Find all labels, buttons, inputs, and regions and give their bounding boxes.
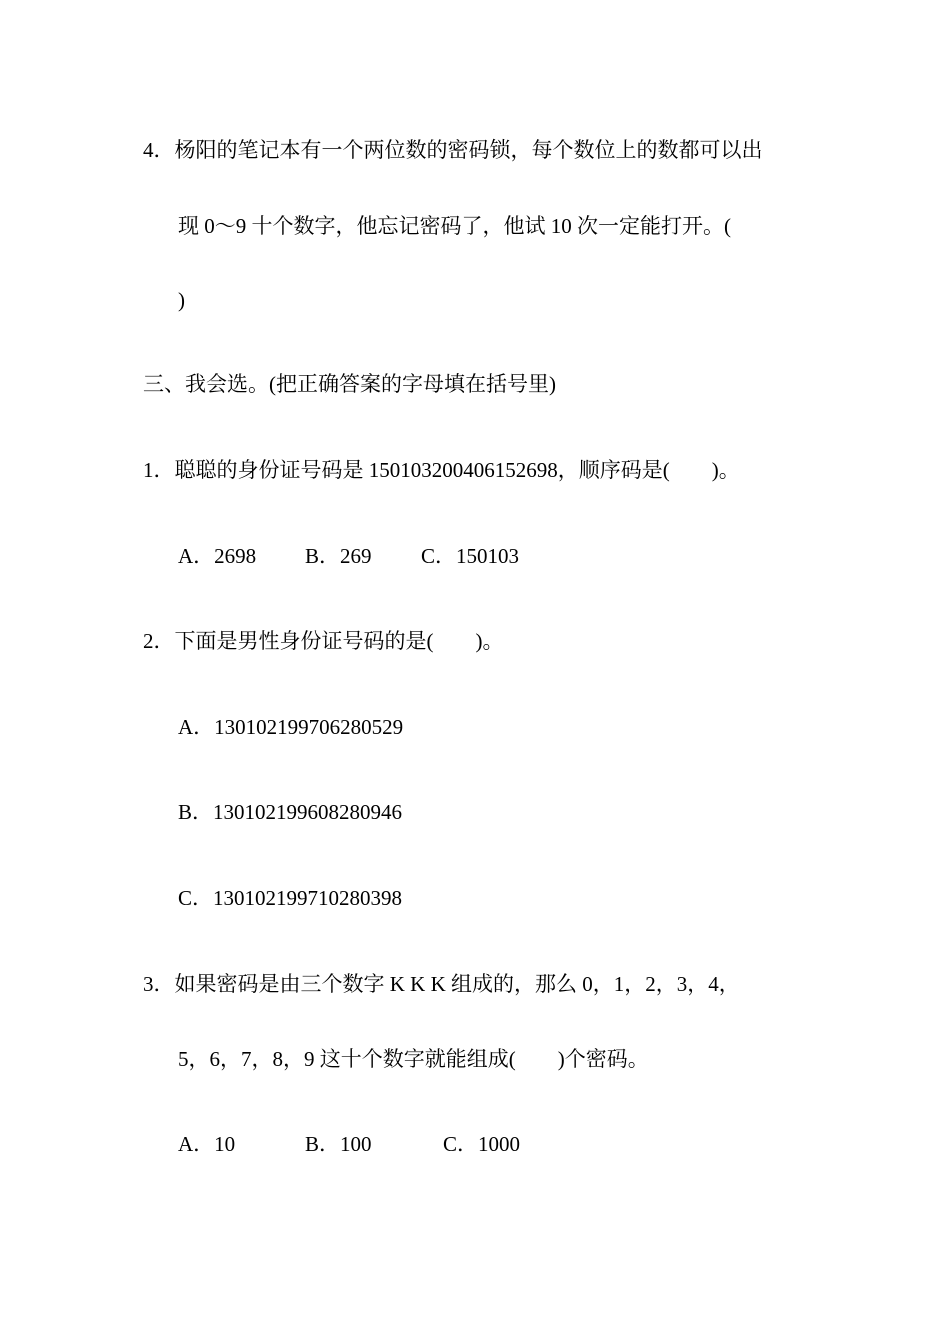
q2-option-c: C．130102199710280398 [178, 886, 403, 910]
q3-option-b: B．100 [305, 1132, 372, 1156]
q2-option-a: A．130102199706280529 [178, 715, 404, 739]
q4-line2: 现 0～9 十个数字，他忘记密码了，他试 10 次一定能打开。( [178, 214, 731, 238]
q4-line1: 4．杨阳的笔记本有一个两位数的密码锁，每个数位上的数都可以出 [143, 138, 763, 162]
section-heading: 三、我会选。(把正确答案的字母填在括号里) [143, 372, 556, 396]
q1-stem: 1．聪聪的身份证号码是 150103200406152698，顺序码是( )。 [143, 458, 740, 482]
q3-line1: 3．如果密码是由三个数字 K K K 组成的，那么 0，1，2，3，4， [143, 972, 740, 996]
q3-option-c: C．1000 [443, 1132, 521, 1156]
q2-option-b: B．130102199608280946 [178, 800, 403, 824]
q1-option-b: B．269 [305, 544, 372, 568]
q2-stem: 2．下面是男性身份证号码的是( )。 [143, 629, 504, 653]
q4-line3: ) [178, 288, 185, 312]
q1-option-c: C．150103 [421, 544, 520, 568]
q1-option-a: A．2698 [178, 544, 257, 568]
q3-line2: 5，6，7，8，9 这十个数字就能组成( )个密码。 [178, 1047, 649, 1071]
q3-option-a: A．10 [178, 1132, 236, 1156]
